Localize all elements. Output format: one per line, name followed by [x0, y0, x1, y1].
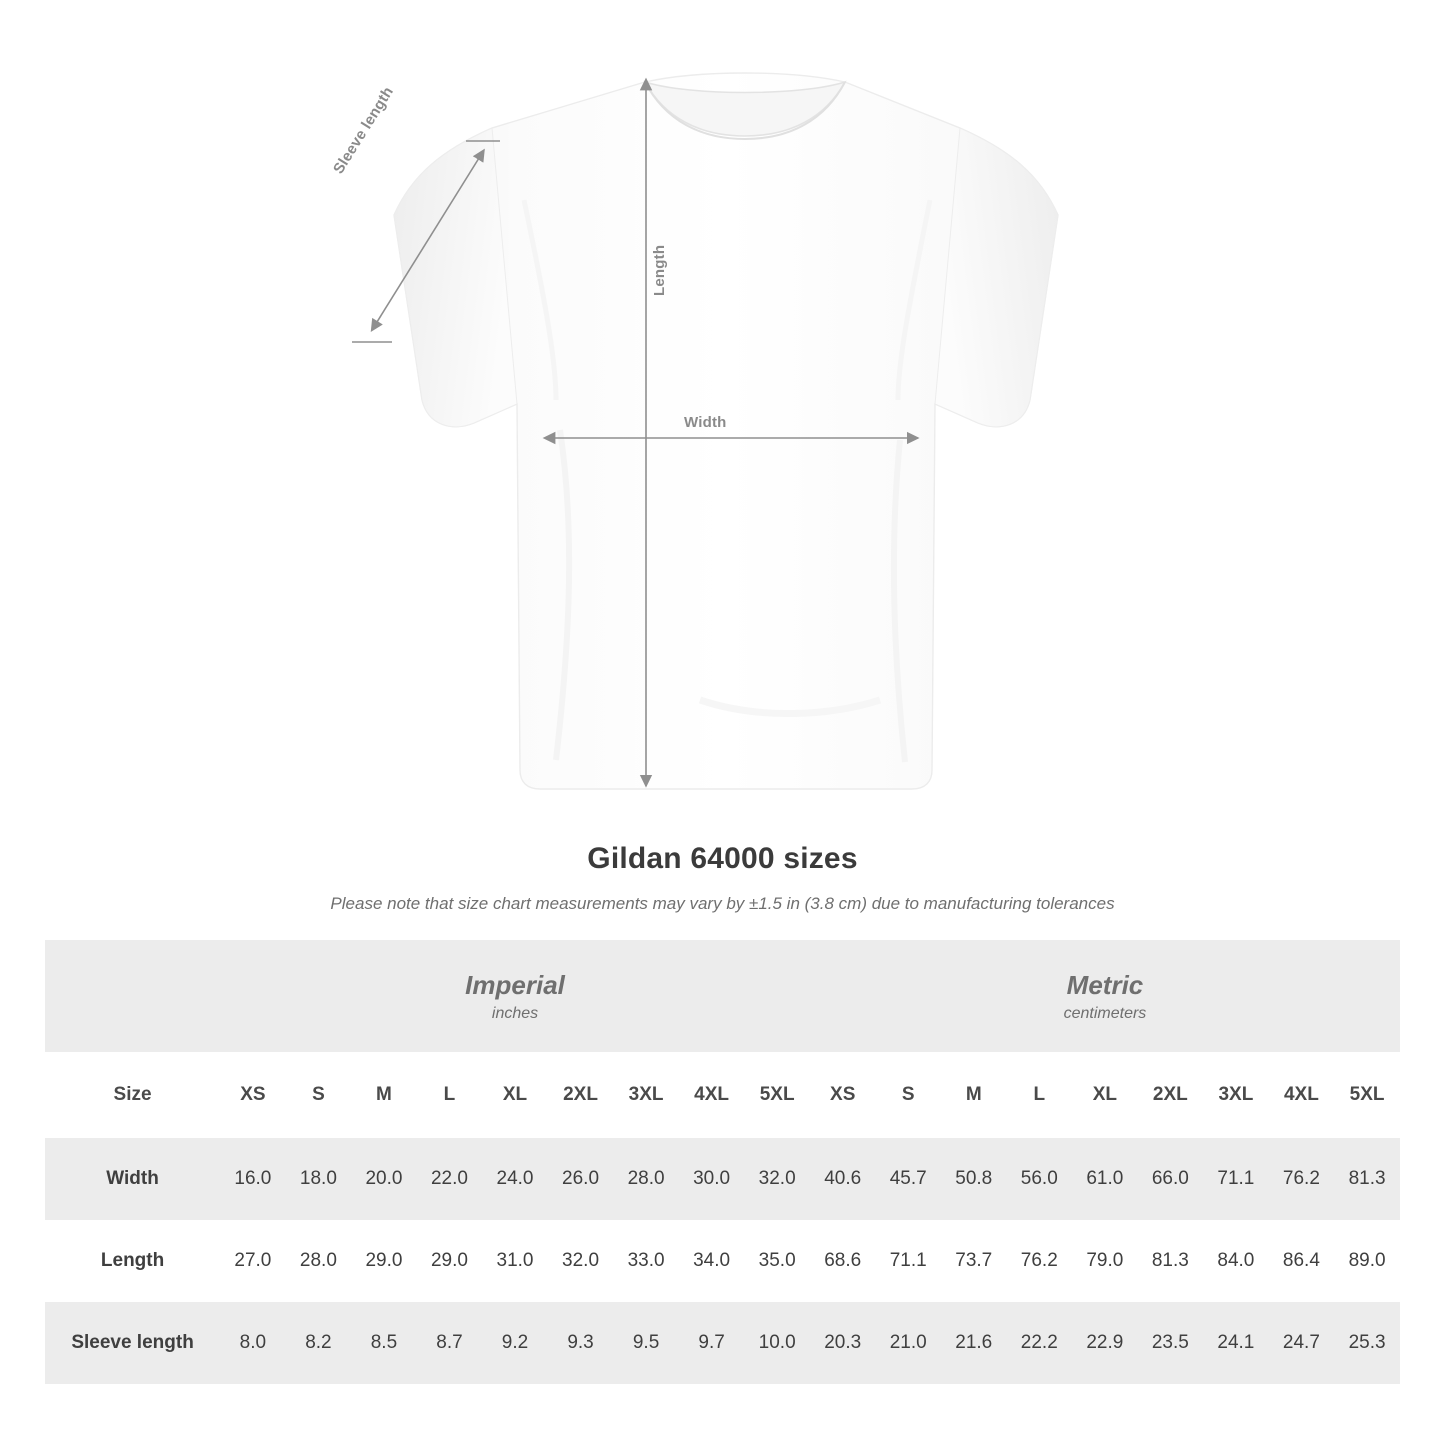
cell-width-7: 30.0 — [679, 1138, 745, 1220]
header-size-xl-metric: XL — [1072, 1052, 1138, 1138]
sleeve-length-label: Sleeve length — [330, 83, 398, 178]
header-size-xs-metric: XS — [810, 1052, 876, 1138]
size-table — [45, 940, 1400, 1384]
title-block — [0, 842, 1445, 914]
row-label-sleeve-length: Sleeve length — [45, 1302, 220, 1384]
size-header-row — [45, 1052, 1400, 1138]
cell-length-5: 32.0 — [548, 1220, 614, 1302]
row-label-width: Width — [45, 1138, 220, 1220]
cell-length-14: 81.3 — [1138, 1220, 1204, 1302]
cell-sleeve-13: 22.9 — [1072, 1302, 1138, 1384]
unit-header-metric — [810, 940, 1400, 1052]
page-title: Gildan 64000 sizes — [587, 842, 858, 875]
table-row — [45, 1302, 1400, 1384]
cell-width-6: 28.0 — [613, 1138, 679, 1220]
cell-width-11: 50.8 — [941, 1138, 1007, 1220]
cell-sleeve-8: 10.0 — [744, 1302, 810, 1384]
cell-sleeve-4: 9.2 — [482, 1302, 548, 1384]
unit-header-spacer — [45, 940, 220, 1052]
cell-length-0: 27.0 — [220, 1220, 286, 1302]
cell-length-1: 28.0 — [286, 1220, 352, 1302]
cell-length-9: 68.6 — [810, 1220, 876, 1302]
cell-width-16: 76.2 — [1269, 1138, 1335, 1220]
unit-header-row — [45, 940, 1400, 1052]
cell-width-4: 24.0 — [482, 1138, 548, 1220]
header-size-3xl-metric: 3XL — [1203, 1052, 1269, 1138]
header-size-m-metric: M — [941, 1052, 1007, 1138]
length-label: Length — [651, 244, 668, 296]
cell-sleeve-3: 8.7 — [417, 1302, 483, 1384]
cell-width-15: 71.1 — [1203, 1138, 1269, 1220]
header-size-2xl-imperial: 2XL — [548, 1052, 614, 1138]
cell-sleeve-6: 9.5 — [613, 1302, 679, 1384]
cell-sleeve-14: 23.5 — [1138, 1302, 1204, 1384]
cell-width-2: 20.0 — [351, 1138, 417, 1220]
cell-length-15: 84.0 — [1203, 1220, 1269, 1302]
cell-sleeve-16: 24.7 — [1269, 1302, 1335, 1384]
cell-width-10: 45.7 — [875, 1138, 941, 1220]
header-size-xl-imperial: XL — [482, 1052, 548, 1138]
cell-length-17: 89.0 — [1334, 1220, 1400, 1302]
unit-sub-metric: centimeters — [1063, 1005, 1147, 1023]
cell-length-3: 29.0 — [417, 1220, 483, 1302]
header-size-s-imperial: S — [286, 1052, 352, 1138]
cell-sleeve-0: 8.0 — [220, 1302, 286, 1384]
cell-sleeve-1: 8.2 — [286, 1302, 352, 1384]
unit-sub-imperial: inches — [491, 1005, 539, 1023]
cell-length-11: 73.7 — [941, 1220, 1007, 1302]
width-label: Width — [684, 414, 727, 431]
cell-width-12: 56.0 — [1007, 1138, 1073, 1220]
header-size-4xl-imperial: 4XL — [679, 1052, 745, 1138]
header-size-5xl-imperial: 5XL — [744, 1052, 810, 1138]
cell-length-7: 34.0 — [679, 1220, 745, 1302]
header-size-m-imperial: M — [351, 1052, 417, 1138]
cell-sleeve-5: 9.3 — [548, 1302, 614, 1384]
cell-sleeve-9: 20.3 — [810, 1302, 876, 1384]
cell-length-6: 33.0 — [613, 1220, 679, 1302]
cell-width-0: 16.0 — [220, 1138, 286, 1220]
header-size: Size — [45, 1052, 220, 1138]
cell-width-3: 22.0 — [417, 1138, 483, 1220]
cell-sleeve-10: 21.0 — [875, 1302, 941, 1384]
cell-sleeve-2: 8.5 — [351, 1302, 417, 1384]
row-label-length: Length — [45, 1220, 220, 1302]
header-size-s-metric: S — [875, 1052, 941, 1138]
tolerance-note: Please note that size chart measurements may vary by ±1.5 in (3.8 cm) due to manufacturing tolerances — [330, 894, 1115, 913]
unit-name-metric: Metric — [1066, 969, 1144, 1000]
header-size-4xl-metric: 4XL — [1269, 1052, 1335, 1138]
unit-header-imperial — [220, 940, 810, 1052]
cell-width-5: 26.0 — [548, 1138, 614, 1220]
cell-width-8: 32.0 — [744, 1138, 810, 1220]
cell-width-1: 18.0 — [286, 1138, 352, 1220]
cell-width-14: 66.0 — [1138, 1138, 1204, 1220]
header-size-5xl-metric: 5XL — [1334, 1052, 1400, 1138]
cell-length-12: 76.2 — [1007, 1220, 1073, 1302]
header-size-l-imperial: L — [417, 1052, 483, 1138]
cell-length-2: 29.0 — [351, 1220, 417, 1302]
table-row — [45, 1220, 1400, 1302]
cell-width-13: 61.0 — [1072, 1138, 1138, 1220]
cell-length-10: 71.1 — [875, 1220, 941, 1302]
header-size-l-metric: L — [1007, 1052, 1073, 1138]
table-row — [45, 1138, 1400, 1220]
cell-width-17: 81.3 — [1334, 1138, 1400, 1220]
size-table-wrapper — [45, 940, 1400, 1384]
cell-sleeve-7: 9.7 — [679, 1302, 745, 1384]
cell-sleeve-11: 21.6 — [941, 1302, 1007, 1384]
cell-width-9: 40.6 — [810, 1138, 876, 1220]
header-size-2xl-metric: 2XL — [1138, 1052, 1204, 1138]
header-size-xs-imperial: XS — [220, 1052, 286, 1138]
cell-length-8: 35.0 — [744, 1220, 810, 1302]
cell-sleeve-15: 24.1 — [1203, 1302, 1269, 1384]
unit-name-imperial: Imperial — [465, 969, 565, 1000]
cell-sleeve-12: 22.2 — [1007, 1302, 1073, 1384]
cell-length-4: 31.0 — [482, 1220, 548, 1302]
cell-length-16: 86.4 — [1269, 1220, 1335, 1302]
header-size-3xl-imperial: 3XL — [613, 1052, 679, 1138]
cell-length-13: 79.0 — [1072, 1220, 1138, 1302]
cell-sleeve-17: 25.3 — [1334, 1302, 1400, 1384]
